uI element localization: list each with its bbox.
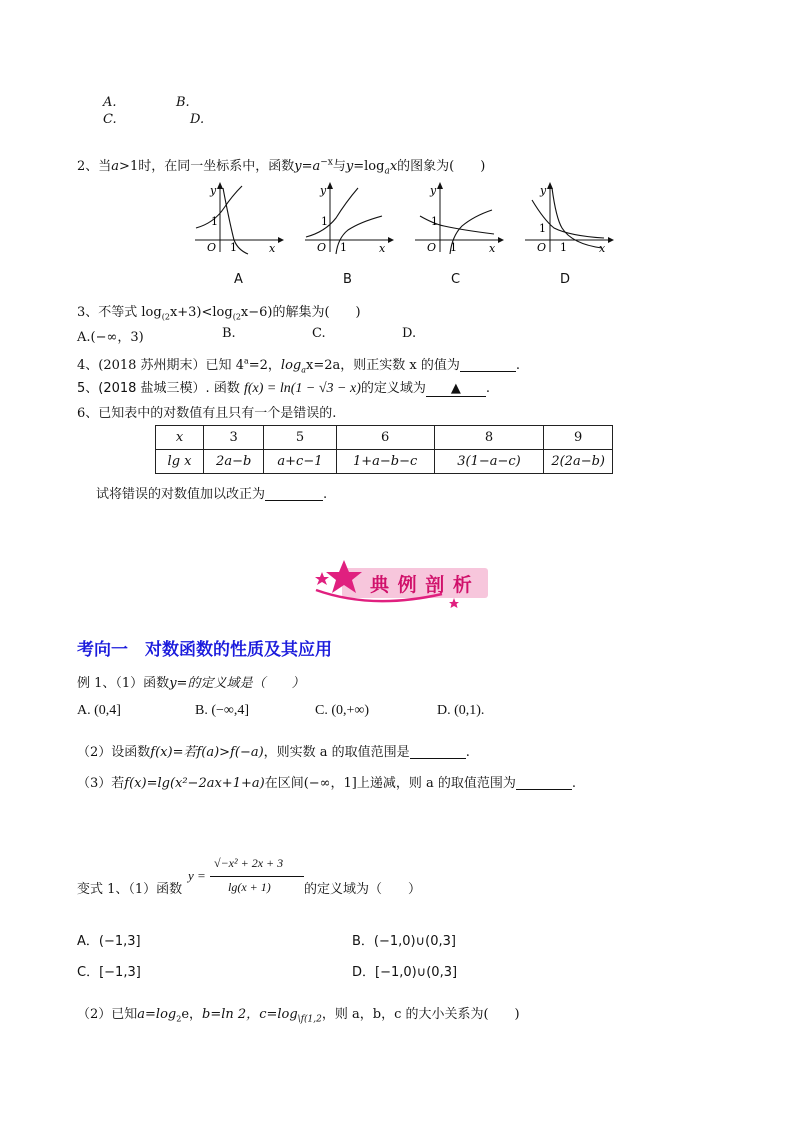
q3-option-b: B. <box>222 326 236 341</box>
log-curve <box>552 188 602 248</box>
svg-text:1: 1 <box>321 215 328 228</box>
q3-option-d: D. <box>402 326 417 341</box>
table-row <box>156 450 613 474</box>
ex1-title: 例 1、（1）函数y=的定义域是（ ） <box>77 676 305 691</box>
svg-text:1: 1 <box>539 222 546 235</box>
one-label-y: 1 <box>211 215 218 228</box>
q5-stem: 5、(2018 盐城三模）. 函数 f(x) = ln(1 − √3 − x)的定义域为 ▲ . <box>77 381 491 396</box>
q3-stem: 3、不等式 $\log_{(2}x+3)<\log_{(2}x-6$)的解集为( ) <box>77 305 361 322</box>
ex1-part2-blank <box>410 744 466 759</box>
q6-intro: 6、已知表中的对数值有且只有一个是错误的. <box>77 406 337 421</box>
svg-text:O: O <box>537 241 547 254</box>
table-cell: 2a−b <box>204 450 264 474</box>
one-label-x: 1 <box>230 241 237 254</box>
svg-text:y: y <box>430 184 437 197</box>
axis-y-label: y <box>210 184 217 197</box>
q1-option-b: B. <box>176 95 190 110</box>
svg-text:y: y <box>540 184 547 197</box>
table-cell: 8 <box>434 426 544 450</box>
svg-text:1: 1 <box>431 215 438 228</box>
tiny-star-icon <box>449 598 459 608</box>
table-cell: a+c−1 <box>264 450 336 474</box>
graph-a <box>190 180 285 255</box>
graph-label-c: C <box>451 272 461 287</box>
q1-option-d: D. <box>190 112 205 127</box>
table-row <box>156 426 613 450</box>
y-axis-arrow <box>217 182 223 189</box>
q3-option-c: C. <box>312 326 326 341</box>
svg-text:O: O <box>427 241 437 254</box>
svg-text:x: x <box>489 242 496 255</box>
section-banner <box>312 558 492 610</box>
graph-d <box>520 180 615 255</box>
table-cell: lg x <box>156 450 204 474</box>
var1-option-d: D．[−1,0)∪(0,3] <box>352 965 458 980</box>
table-cell: 9 <box>544 426 613 450</box>
x-axis-arrow <box>278 237 284 243</box>
q5-answer-blank: ▲ <box>426 381 486 397</box>
svg-text:1: 1 <box>450 241 457 254</box>
svg-text:x: x <box>379 242 386 255</box>
var1-numerator: √−x² + 2x + 3 <box>214 856 284 870</box>
svg-text:O: O <box>317 241 327 254</box>
var1-post: 的定义域为（ ） <box>304 882 422 897</box>
svg-text:x: x <box>599 242 606 255</box>
section-title: 考向一 对数函数的性质及其应用 <box>77 640 332 660</box>
var1-option-a: A．(−1,3] <box>77 934 141 949</box>
table-cell: 3(1−a−c) <box>434 450 544 474</box>
banner-title: 典 例 剖 析 <box>370 574 473 596</box>
svg-text:y: y <box>320 184 327 197</box>
table-cell: 1+a−b−c <box>336 450 434 474</box>
ex1-option-c: C. (0,+∞) <box>315 703 370 718</box>
var1-option-c: C．[−1,3] <box>77 965 141 980</box>
q4-stem: 4、(2018 苏州期末）已知 $4^a=2$，$\log_ax=2a$，则正实数 x 的值为 . <box>77 356 520 375</box>
var1-pre: 变式 1、（1）函数 <box>77 882 183 897</box>
var1-option-b: B．(−1,0)∪(0,3] <box>352 934 456 949</box>
log-value-table <box>155 425 613 474</box>
q6-answer-blank <box>265 486 323 501</box>
q4-answer-blank <box>460 357 516 372</box>
table-cell: 3 <box>204 426 264 450</box>
table-cell: 5 <box>264 426 336 450</box>
table-cell: 2(2a−b) <box>544 450 613 474</box>
q2-stem: 2、当a>1时，在同一坐标系中，函数$y=a^{-x}$与$y=\log_ax$的图象为( ) <box>77 157 486 177</box>
ex1-option-a: A. (0,4] <box>77 703 121 718</box>
ex1-option-d: D. (0,1). <box>437 703 485 718</box>
ex1-option-b: B. (−∞,4] <box>195 703 250 718</box>
table-cell: x <box>156 426 204 450</box>
exp-curve <box>196 186 242 228</box>
graph-b <box>300 180 395 255</box>
graph-label-b: B <box>343 272 352 287</box>
svg-text:1: 1 <box>560 241 567 254</box>
var1-fraction-bar <box>210 876 304 877</box>
var1-denominator: lg(x + 1) <box>228 880 271 894</box>
exp-curve <box>306 188 358 237</box>
q6-correction: 试将错误的对数值加以改正为 . <box>96 487 328 502</box>
svg-text:1: 1 <box>340 241 347 254</box>
small-star-icon <box>315 572 329 585</box>
q1-option-a: A. <box>103 95 117 110</box>
q3-option-a: A.(−∞，3) <box>77 330 144 345</box>
var1-part2: （2）已知$a=\log_2e$，b=ln 2，$c=\log_{\backslash f(1,2}$，则 a，b，c 的大小关系为( ) <box>77 1007 520 1025</box>
q5-formula: f(x) = ln(1 − √3 − x) <box>243 381 361 396</box>
q1-option-c: C. <box>103 112 117 127</box>
axis-x-label: x <box>269 242 276 255</box>
origin-label: O <box>207 241 217 254</box>
ex1-part3: （3）若f(x)=lg(x²−2ax+1+a)在区间(−∞，1]上递减，则 a 的取值范围为 . <box>77 776 576 791</box>
graph-label-d: D <box>560 272 571 287</box>
table-cell: 6 <box>336 426 434 450</box>
graph-label-a: A <box>234 272 243 287</box>
ex1-part3-blank <box>516 775 572 790</box>
var1-y-eq: y = <box>188 868 206 883</box>
ex1-part2: （2）设函数f(x)=若f(a)>f(−a)，则实数 a 的取值范围是 . <box>77 745 470 760</box>
graph-c <box>410 180 505 255</box>
